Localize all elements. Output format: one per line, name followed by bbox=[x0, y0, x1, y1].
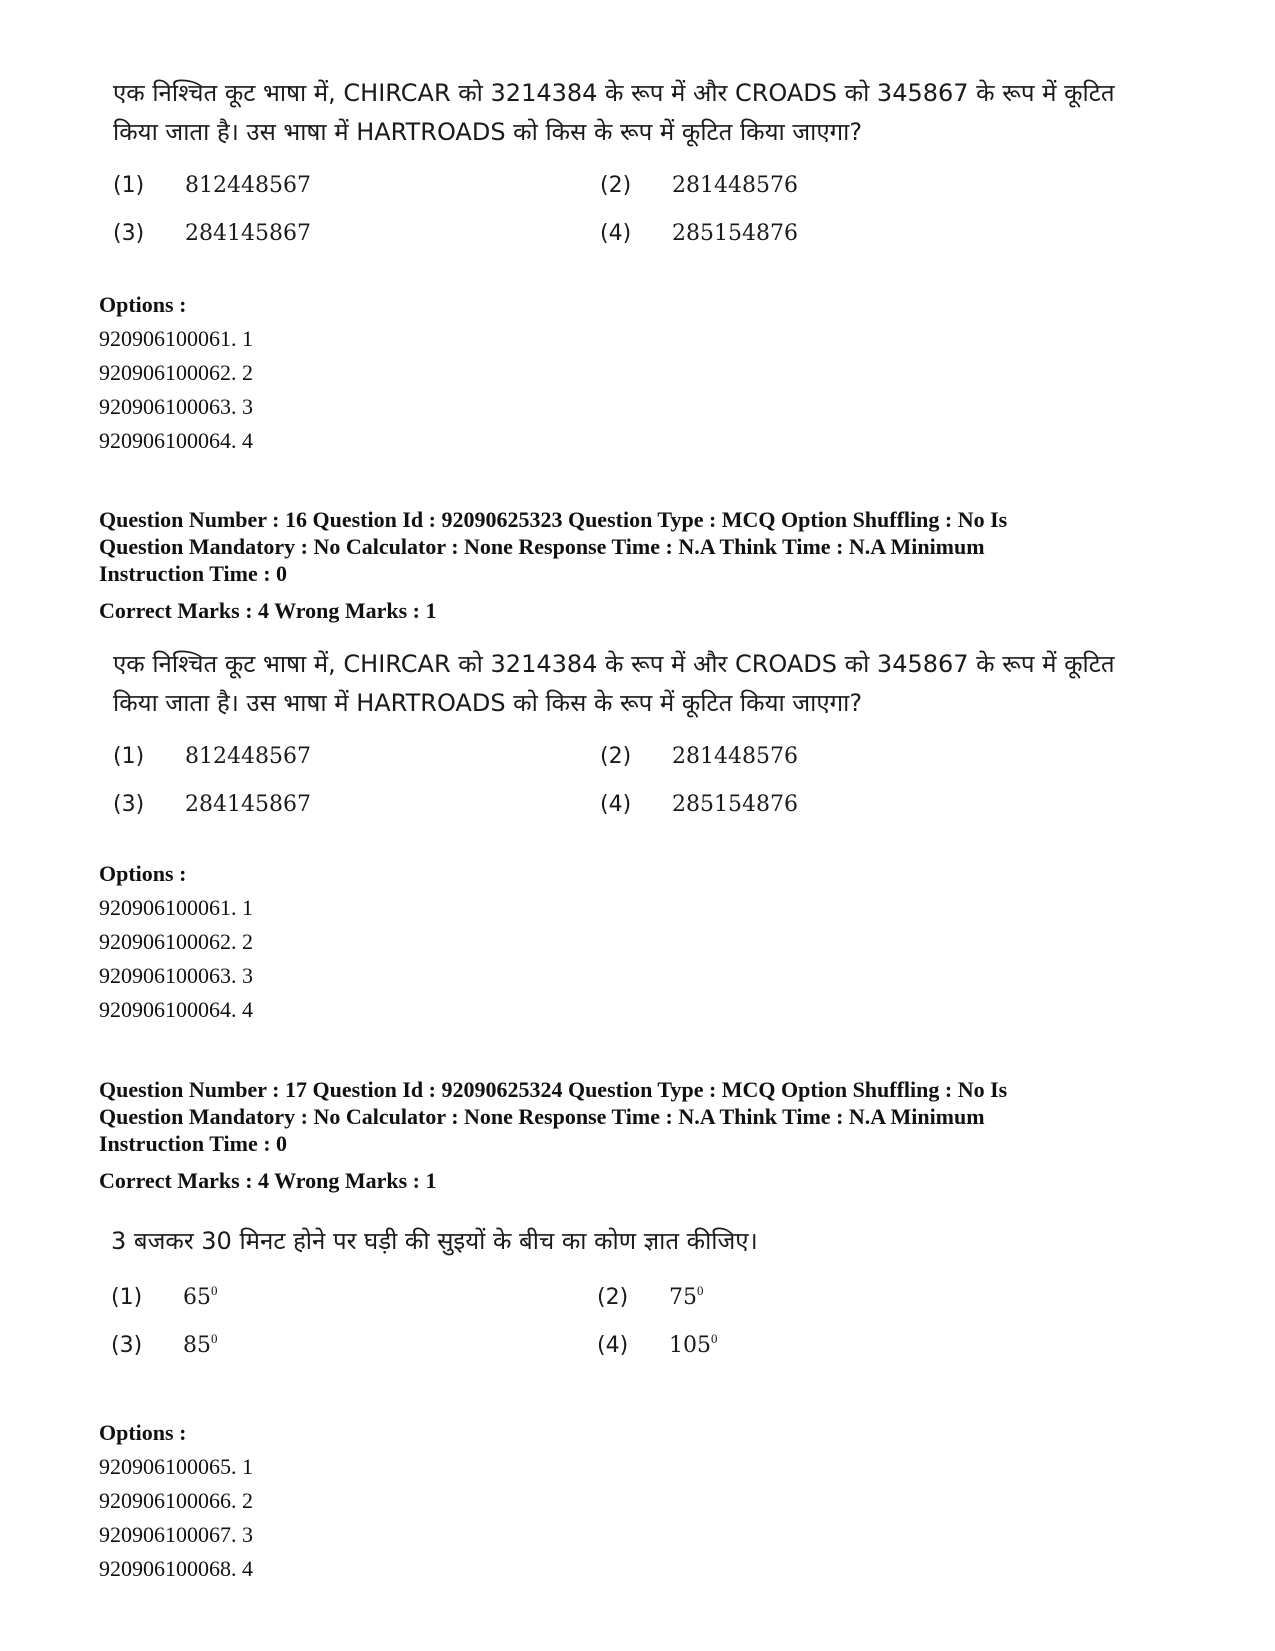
choice-1: (1) 812448567 bbox=[113, 173, 311, 198]
marks-info: Correct Marks : 4 Wrong Marks : 1 bbox=[99, 1168, 437, 1193]
option-id-line: 920906100064. 4 bbox=[99, 997, 253, 1022]
question-meta: Question Number : 16 Question Id : 92090625323 Question Type : MCQ Option Shuffling : No Is Question Mandatory : No Calculator : None Response Time : N.A Think Time : N.A Minimum Instruction Time : 0 bbox=[99, 507, 1008, 586]
option-id-line: 920906100061. 1 bbox=[99, 326, 253, 351]
question-text: एक निश्चित कूट भाषा में, CHIRCAR को 3214384 के रूप में और CROADS को 345867 के रूप में कूटित किया जाता है। उस भाषा में HARTROADS को किस के रूप में कूटित किया जाएगा? bbox=[113, 650, 1115, 717]
choice-3: (3) 284145867 bbox=[113, 221, 311, 246]
options-label: Options : bbox=[99, 861, 187, 886]
choice-4: (4) 285154876 bbox=[600, 792, 798, 817]
options-label: Options : bbox=[99, 292, 187, 317]
option-id-line: 920906100067. 3 bbox=[99, 1522, 253, 1547]
question-meta: Question Number : 17 Question Id : 92090625324 Question Type : MCQ Option Shuffling : No Is Question Mandatory : No Calculator : None Response Time : N.A Think Time : N.A Minimum Instruction Time : 0 bbox=[99, 1077, 1008, 1156]
option-id-line: 920906100063. 3 bbox=[99, 963, 253, 988]
choice-4: (4) $105^0$ bbox=[597, 1331, 718, 1358]
option-id-line: 920906100061. 1 bbox=[99, 895, 253, 920]
option-id-line: 920906100065. 1 bbox=[99, 1454, 253, 1479]
choice-2: (2) 281448576 bbox=[600, 173, 798, 198]
option-id-line: 920906100062. 2 bbox=[99, 929, 253, 954]
question-text: 3 बजकर 30 मिनट होने पर घड़ी की सुइयों के बीच का कोण ज्ञात कीजिए। bbox=[111, 1227, 758, 1255]
choice-2: (2) 281448576 bbox=[600, 744, 798, 769]
option-id-line: 920906100064. 4 bbox=[99, 428, 253, 453]
choice-1: (1) $65^0$ bbox=[111, 1283, 218, 1310]
choice-1: (1) 812448567 bbox=[113, 744, 311, 769]
option-id-line: 920906100066. 2 bbox=[99, 1488, 253, 1513]
choice-3: (3) 284145867 bbox=[113, 792, 311, 817]
options-label: Options : bbox=[99, 1420, 187, 1445]
choice-2: (2) $75^0$ bbox=[597, 1283, 704, 1310]
option-id-line: 920906100062. 2 bbox=[99, 360, 253, 385]
option-id-line: 920906100063. 3 bbox=[99, 394, 253, 419]
choice-3: (3) $85^0$ bbox=[111, 1331, 218, 1358]
choice-4: (4) 285154876 bbox=[600, 221, 798, 246]
option-id-line: 920906100068. 4 bbox=[99, 1556, 253, 1581]
marks-info: Correct Marks : 4 Wrong Marks : 1 bbox=[99, 598, 437, 623]
question-text: एक निश्चित कूट भाषा में, CHIRCAR को 3214384 के रूप में और CROADS को 345867 के रूप में कूटित किया जाता है। उस भाषा में HARTROADS को किस के रूप में कूटित किया जाएगा? bbox=[113, 79, 1115, 146]
